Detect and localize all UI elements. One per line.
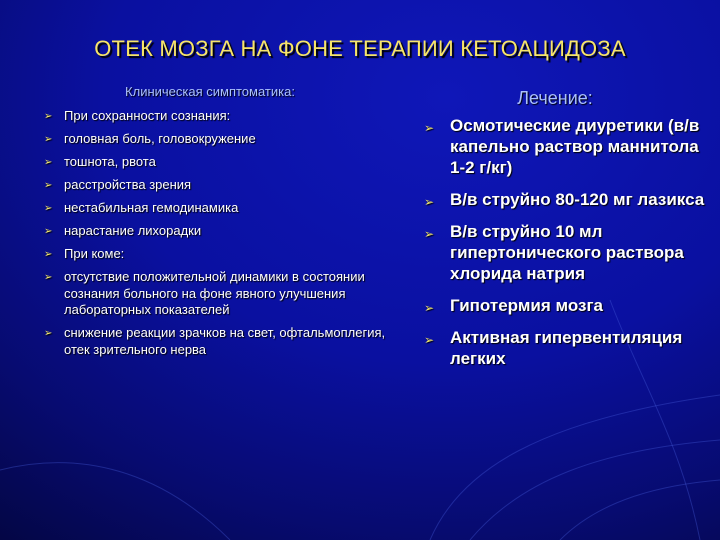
arrow-bullet-icon: ➢ (44, 134, 53, 145)
list-item-text: тошнота, рвота (64, 154, 156, 169)
list-item-text: Гипотермия мозга (450, 296, 603, 315)
list-item-text: Активная гипервентиляция легких (450, 328, 683, 368)
list-item-text: расстройства зрения (64, 177, 192, 192)
list-item (424, 295, 714, 316)
arrow-bullet-icon: ➢ (44, 226, 53, 237)
list-item-text: нарастание лихорадки (64, 223, 202, 238)
list-item (44, 246, 394, 263)
list-item (424, 115, 714, 178)
arrow-bullet-icon: ➢ (424, 333, 435, 347)
list-item-text: При коме: (64, 246, 125, 261)
list-item (424, 221, 714, 284)
list-item (44, 177, 394, 194)
arrow-bullet-icon: ➢ (424, 195, 435, 209)
list-item-text: снижение реакции зрачков на свет, офтальмоплегия, отек зрительного нерва (64, 325, 386, 357)
list-item (424, 327, 714, 369)
arrow-bullet-icon: ➢ (424, 301, 435, 315)
list-item (44, 269, 394, 319)
list-item (44, 200, 394, 217)
decor-curve (560, 480, 720, 540)
list-item (44, 325, 394, 358)
arrow-bullet-icon: ➢ (44, 249, 53, 260)
arrow-bullet-icon: ➢ (44, 180, 53, 191)
list-item (44, 154, 394, 171)
arrow-bullet-icon: ➢ (424, 121, 435, 135)
list-item-text: нестабильная гемодинамика (64, 200, 239, 215)
decor-curve (470, 440, 720, 540)
symptoms-list (44, 108, 394, 365)
list-item (44, 108, 394, 125)
list-item-text: При сохранности сознания: (64, 108, 231, 123)
arrow-bullet-icon: ➢ (44, 111, 53, 122)
list-item (424, 189, 714, 210)
list-item (44, 223, 394, 240)
arrow-bullet-icon: ➢ (44, 272, 53, 283)
symptoms-heading: Клиническая симптоматика: (125, 84, 295, 99)
slide-title: ОТЕК МОЗГА НА ФОНЕ ТЕРАПИИ КЕТОАЦИДОЗА (94, 36, 626, 61)
list-item (44, 131, 394, 148)
arrow-bullet-icon: ➢ (44, 157, 53, 168)
list-item-text: отсутствие положительной динамики в состоянии сознания больного на фоне явного улучшения лабораторных показателей (64, 269, 365, 317)
list-item-text: Осмотические диуретики (в/в капельно раствор маннитола 1-2 г/кг) (450, 116, 700, 177)
list-item-text: В/в струйно 10 мл гипертонического раствора хлорида натрия (450, 222, 684, 283)
treatment-list (424, 115, 714, 380)
list-item-text: В/в струйно 80-120 мг лазикса (450, 190, 705, 209)
treatment-heading: Лечение: (517, 88, 593, 108)
arrow-bullet-icon: ➢ (44, 328, 53, 339)
arrow-bullet-icon: ➢ (424, 227, 435, 241)
arrow-bullet-icon: ➢ (44, 203, 53, 214)
list-item-text: головная боль, головокружение (64, 131, 256, 146)
decor-curve (0, 463, 230, 540)
decor-curve (430, 395, 720, 540)
